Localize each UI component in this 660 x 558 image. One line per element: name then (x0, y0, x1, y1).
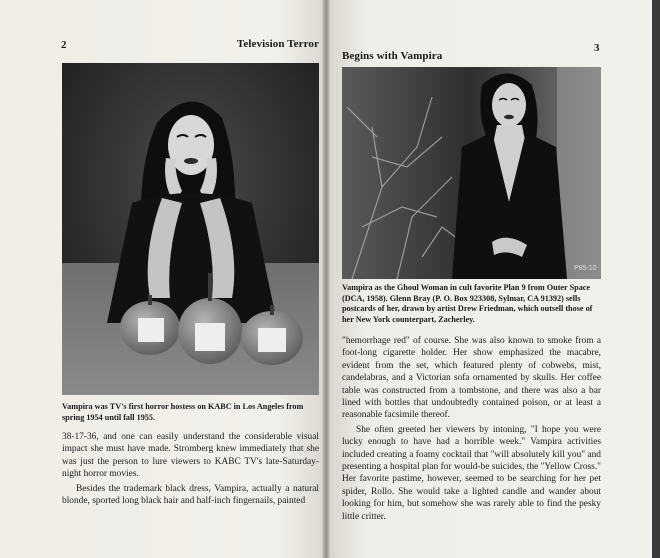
right-paragraph: She often greeted her viewers by intoning, "I hope you were lucky enough to have had a horrible week." Vampira activities included creating a foamy cocktail that "will absolutely kill you" and presenting a hospital plan for would-be suicides, the "Yellow Cross." Her favorite pastime, however, seemed to be searching for her pet spider, Rollo. She would take a lighted candle and wander about looking for him, but somehow she was rarely able to find the pesky little critter. (342, 424, 601, 522)
book-gutter (322, 0, 330, 558)
page-edge (652, 0, 660, 558)
vampira-pumpkins-photo (62, 63, 319, 395)
vampira-ghoul-woman-photo (342, 67, 601, 279)
left-page (0, 0, 327, 558)
left-paragraph: Besides the trademark black dress, Vampira, actually a natural blonde, sported long black hair and half-inch fingernails, painted (62, 483, 319, 507)
left-page-number: 2 (61, 39, 67, 51)
right-page-number: 3 (594, 42, 600, 54)
left-body-text (62, 431, 319, 507)
svg-text:P85-10: P85-10 (574, 265, 597, 272)
right-page (327, 0, 660, 558)
left-photo-caption: Vampira was TV's first horror hostess on KABC in Los Angeles from spring 1954 until fall 1955. (62, 402, 304, 422)
left-paragraph: 38-17-36, and one can easily understand the considerable visual impact she must have made. Stromberg knew immediately that she was just the person to lure viewers to KABC TV's late-Saturday-night horror movies. (62, 432, 319, 480)
right-photo-caption: Vampira as the Ghoul Woman in cult favorite Plan 9 from Outer Space (DCA, 1958). Glenn Bray (P. O. Box 923308, Sylmar, CA 91392) sells postcards of her, drawn by artist Drew Friedman, which outsell those of her New York counterpart, Zacherley. (342, 283, 593, 324)
right-running-head: Begins with Vampira (342, 50, 443, 62)
left-running-head: Television Terror (236, 38, 319, 50)
right-body-text (342, 335, 601, 523)
right-paragraph: "hemorrhage red" of course. She was also known to smoke from a foot-long cigarette holder. Her show emphasized the macabre, evident from the set, which featured plenty of cobwebs, mist, candelabras, and a Victorian sofa ornamented by skulls. Her coffee table was constructed from a tombstone, and there was also a bar lined with bottles that undoubtedly contained poison, or at least a reasonable facsimile thereof. (342, 336, 601, 421)
